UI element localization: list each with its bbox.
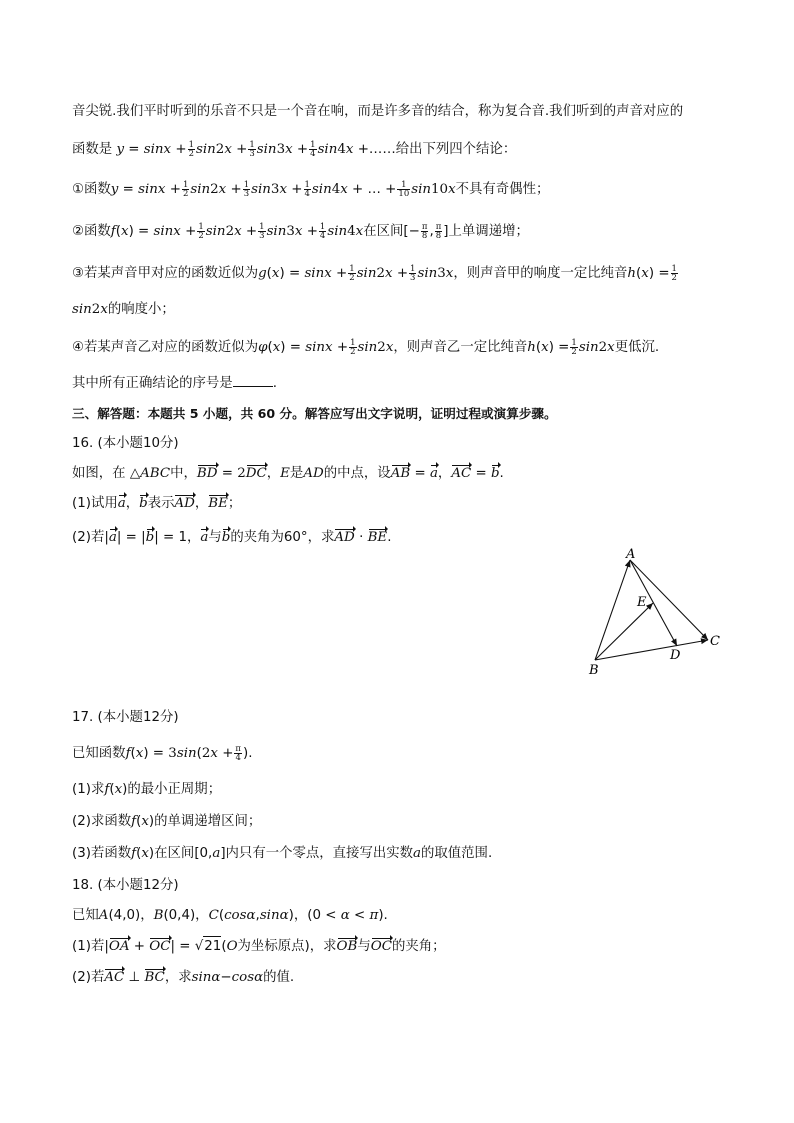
p15-conclusion-3: ③若某声音甲对应的函数近似为g(x) = sinx + $\frac{1}{2}$ sin2x + $\frac{1}{3}$ sin3x，则声音甲的响度一定比纯音h(x) = $\frac{1}{2}$ — [72, 263, 677, 283]
q16-part2: (2)若|a| = |b| = 1，a与b的夹角为60°，求AD · BE. — [72, 528, 391, 548]
q17-part1: (1)求f(x)的最小正周期； — [72, 782, 222, 797]
p15-line1: 音尖锐.我们平时听到的乐音不只是一个音在响，而是许多音的结合，称为复合音.我们听到的声音对应的 — [72, 104, 684, 119]
label-b: B — [589, 663, 599, 678]
p15-conclusion-1: ①函数y = sinx + $\frac{1}{2}$ sin2x + $\frac{1}{3}$ sin3x + $\frac{1}{4}$ sin4x + … + $\frac{1}{10}$ sin10x不具有奇偶性； — [72, 179, 550, 199]
label-a: A — [626, 548, 636, 562]
q18-part2: (2)若AC ⊥ BC，求sinα−cosα的值. — [72, 968, 294, 988]
label-e: E — [637, 595, 647, 610]
p15-answer-prompt: 其中所有正确结论的序号是 . — [72, 376, 277, 391]
q16-stem: 如图，在 △ABC中，BD = 2DC，E是AD的中点，设AB = a，AC = b. — [72, 464, 504, 484]
p15-line2: 函数是 y = sinx + $\frac{1}{2}$ sin2x + $\frac{1}{3}$ sin3x + $\frac{1}{4}$ sin4x +……给出下列四个结论： — [72, 139, 517, 159]
q16-header: 16. (本小题10分) — [72, 436, 179, 451]
answer-blank — [233, 374, 273, 387]
label-c: C — [710, 634, 720, 649]
label-d: D — [670, 648, 681, 663]
triangle-figure — [580, 548, 730, 678]
q16-part1: (1)试用a，b表示AD，BE； — [72, 494, 241, 514]
edge-ba — [595, 560, 630, 660]
section-3-heading: 三、解答题：本题共 5 小题，共 60 分。解答应写出文字说明，证明过程或演算步骤。 — [72, 406, 557, 421]
q17-stem: 已知函数f(x) = 3sin(2x + $\frac{\pi}{4}$ ). — [72, 743, 253, 763]
q18-header: 18. (本小题12分) — [72, 878, 179, 893]
q17-part3: (3)若函数f(x)在区间[0,a]内只有一个零点，直接写出实数a的取值范围. — [72, 846, 493, 861]
p15-conclusion-2: ②函数f(x) = sinx + $\frac{1}{2}$ sin2x + $\frac{1}{3}$ sin3x + $\frac{1}{4}$ sin4x在区间[− $\frac{\pi}{8}$ , $\frac{\pi}{8}$ ]上单调递增； — [72, 221, 529, 241]
q17-part2: (2)求函数f(x)的单调递增区间； — [72, 814, 262, 829]
q18-stem: 已知A(4,0)，B(0,4)，C(cosα,sinα)，(0 < α < π). — [72, 908, 388, 923]
p15-conclusion-4: ④若某声音乙对应的函数近似为φ(x) = sinx + $\frac{1}{2}$ sin2x，则声音乙一定比纯音h(x) = $\frac{1}{2}$ sin2x更低沉. — [72, 337, 660, 357]
q17-header: 17. (本小题12分) — [72, 710, 179, 725]
q18-part1: (1)若|OA + OC| = √21(O为坐标原点)，求OB与OC的夹角； — [72, 936, 446, 957]
p15-conclusion-3-cont: sin2x的响度小； — [72, 302, 175, 317]
